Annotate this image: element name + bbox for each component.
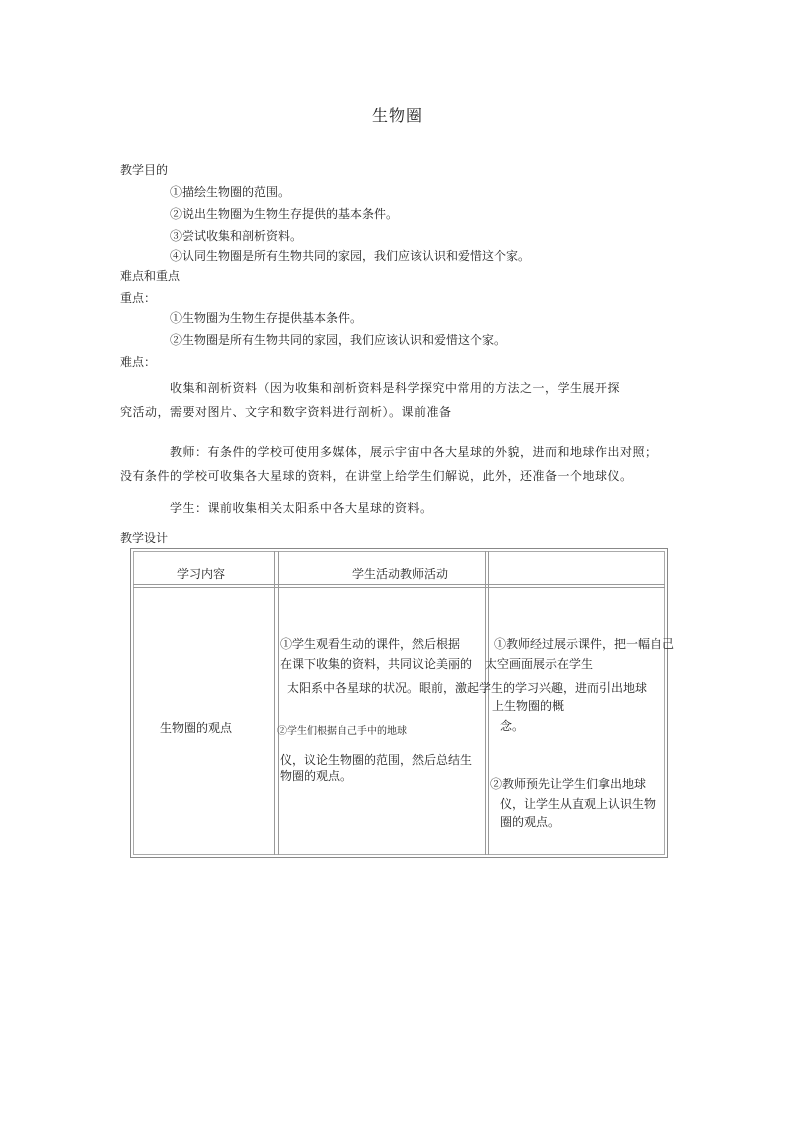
focus-label: 重点： bbox=[120, 291, 157, 305]
student-activity-line: 物圈的观点。 bbox=[280, 769, 353, 783]
teacher-activity-line: 仪，让学生从直观上认识生物 bbox=[500, 797, 657, 811]
table-divider bbox=[278, 551, 279, 855]
student-activity-line: 仪，议论生物圈的范围，然后总结生 bbox=[280, 753, 473, 767]
col-header-content: 学习内容 bbox=[177, 567, 226, 581]
table-divider bbox=[488, 551, 489, 855]
difficulty-line: 究活动，需要对图片、文字和数字资料进行剖析）。课前准备 bbox=[120, 405, 452, 419]
table-header-divider bbox=[133, 584, 665, 585]
page-title: 生物圈 bbox=[372, 106, 424, 125]
table-divider bbox=[274, 551, 275, 855]
table-header-divider bbox=[133, 587, 665, 588]
student-activity-line: ①学生观看生动的课件，然后根据 bbox=[280, 637, 461, 651]
teacher-activity-line: 太空画面展示在学生 bbox=[485, 657, 594, 671]
teacher-activity-line: 圈的观点。 bbox=[500, 815, 561, 829]
difficulty-line: 收集和剖析资料（因为收集和剖析资料是科学探究中常用的方法之一，学生展开探 bbox=[170, 381, 621, 395]
student-activity-line: 在课下收集的资料，共同议论美丽的 bbox=[280, 657, 473, 671]
teacher-activity-line: ②教师预先让学生们拿出地球 bbox=[490, 777, 647, 791]
teacher-activity-line: 念。 bbox=[500, 719, 525, 733]
difficulty-label: 难点： bbox=[120, 355, 157, 369]
teacher-prep-line: 教师：有条件的学校可使用多媒体，展示宇宙中各大星球的外貌，进而和地球作出对照； bbox=[170, 445, 658, 459]
objective-item: ④认同生物圈是所有生物共同的家园，我们应该认识和爱惜这个家。 bbox=[170, 249, 531, 263]
table-divider bbox=[485, 551, 486, 855]
col-header-activities: 学生活动教师活动 bbox=[352, 567, 449, 581]
teacher-prep-line: 没有条件的学校可收集各大星球的资料，在讲堂上给学生们解说，此外，还准备一个地球仪。 bbox=[120, 469, 633, 483]
key-points-heading: 难点和重点 bbox=[120, 269, 181, 283]
student-activity-line: 太阳系中各星球的状况。眼前，激起学生的学习兴趣，进而引出地球 bbox=[287, 681, 648, 695]
focus-item: ①生物圈为生物生存提供基本条件。 bbox=[170, 311, 363, 325]
design-heading: 教学设计 bbox=[120, 531, 169, 545]
objective-item: ③尝试收集和剖析资料。 bbox=[170, 229, 303, 243]
teacher-activity-line: 上生物圈的概 bbox=[492, 699, 565, 713]
student-prep-line: 学生：课前收集相关太阳系中各大星球的资料。 bbox=[170, 501, 433, 515]
content-label: 生物圈的观点 bbox=[160, 721, 233, 735]
objective-item: ①描绘生物圈的范围。 bbox=[170, 185, 291, 199]
objectives-heading: 教学目的 bbox=[120, 163, 169, 177]
focus-item: ②生物圈是所有生物共同的家园，我们应该认识和爱惜这个家。 bbox=[170, 333, 507, 347]
teacher-activity-line: ①教师经过展示课件，把一幅自己 bbox=[494, 637, 675, 651]
student-activity-line: ②学生们根据自己手中的地球 bbox=[277, 726, 407, 737]
objective-item: ②说出生物圈为生物生存提供的基本条件。 bbox=[170, 207, 399, 221]
